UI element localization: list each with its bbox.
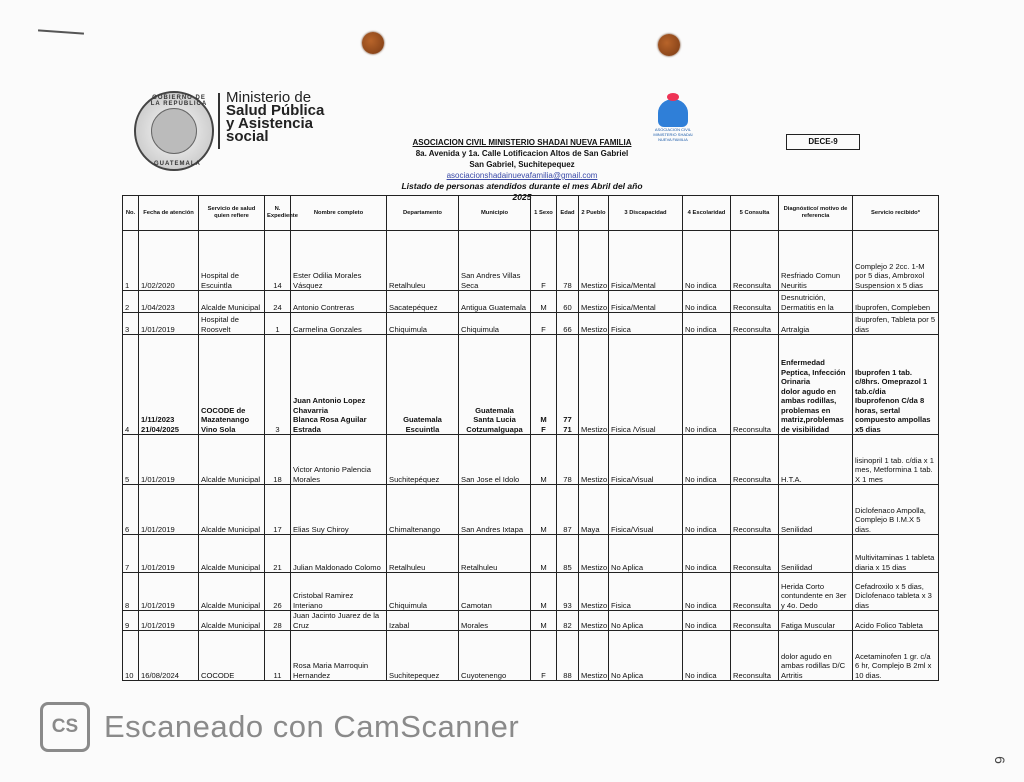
cell-muni: San Jose el Idolo	[459, 435, 531, 485]
cell-no: 8	[123, 573, 139, 611]
col-header: N. Expediente	[265, 196, 291, 231]
col-header: Municipio	[459, 196, 531, 231]
cell-consulta: Reconsulta	[731, 611, 779, 631]
cell-nombre: Antonio Contreras	[291, 291, 387, 313]
cell-nombre: Rosa Maria Marroquin Hernandez	[291, 631, 387, 681]
cell-nombre: Cristobal Ramirez Interiano	[291, 573, 387, 611]
cell-diag: Artralgia	[779, 313, 853, 335]
cell-esc: No indica	[683, 611, 731, 631]
cell-pueblo: Mestizo	[579, 231, 609, 291]
cell-exp: 11	[265, 631, 291, 681]
col-header: Edad	[557, 196, 579, 231]
cell-consulta: Reconsulta	[731, 435, 779, 485]
cell-edad: 60	[557, 291, 579, 313]
cell-nombre: Ester Odilia Morales Vásquez	[291, 231, 387, 291]
cell-fecha: 1/11/2023 21/04/2025	[139, 335, 199, 435]
cell-exp: 3	[265, 335, 291, 435]
cell-edad: 88	[557, 631, 579, 681]
col-header: Nombre completo	[291, 196, 387, 231]
cell-consulta: Reconsulta	[731, 291, 779, 313]
col-header: 2 Pueblo	[579, 196, 609, 231]
cell-diag: Senilidad	[779, 535, 853, 573]
cell-edad: 78	[557, 231, 579, 291]
cell-fecha: 1/01/2019	[139, 611, 199, 631]
seal-bottom-text: GUATEMALA	[154, 161, 201, 167]
cell-muni: Morales	[459, 611, 531, 631]
list-subtitle: Listado de personas atendidos durante el mes Abril del año 2025	[401, 181, 643, 202]
cell-servicio: Alcalde Municipal	[199, 435, 265, 485]
cell-depto: Chiquimula	[387, 313, 459, 335]
cell-no: 6	[123, 485, 139, 535]
cell-exp: 28	[265, 611, 291, 631]
cell-sexo: M	[531, 611, 557, 631]
cell-servicio: COCODE de Mazatenango Vino Sola	[199, 335, 265, 435]
cell-muni: Guatemala Santa Lucia Cotzumalguapa	[459, 335, 531, 435]
cell-servicio: Hospital de Escuintla	[199, 231, 265, 291]
cell-esc: No indica	[683, 535, 731, 573]
cell-diag: dolor agudo en ambas rodillas D/C Artritis	[779, 631, 853, 681]
camscanner-logo-icon: CS	[40, 702, 90, 752]
cell-recibido: Cefadroxilo x 5 dias, Diclofenaco tableta x 3 dias	[853, 573, 939, 611]
seal-top-text: GOBIERNO DE LA REPÚBLICA	[150, 95, 208, 107]
cell-pueblo: Maya	[579, 485, 609, 535]
cell-fecha: 1/01/2019	[139, 313, 199, 335]
ministry-logo-text: Ministerio de Salud Pública y Asistencia social	[226, 89, 325, 145]
cell-recibido: Complejo 2 2cc. 1-M por 5 dias, Ambroxol Suspension x 5 dias	[853, 231, 939, 291]
cell-servicio: Alcalde Municipal	[199, 291, 265, 313]
col-header: Departamento	[387, 196, 459, 231]
cell-depto: Suchitepequez	[387, 631, 459, 681]
cell-no: 7	[123, 535, 139, 573]
cell-fecha: 1/01/2019	[139, 485, 199, 535]
punch-hole-right	[658, 34, 680, 56]
cell-disc: Fisica	[609, 573, 683, 611]
cell-muni: Chiquimula	[459, 313, 531, 335]
cell-consulta: Reconsulta	[731, 231, 779, 291]
cell-edad: 87	[557, 485, 579, 535]
cell-exp: 17	[265, 485, 291, 535]
cell-sexo: M	[531, 535, 557, 573]
cell-recibido: Acido Folico Tableta	[853, 611, 939, 631]
cell-esc: No indica	[683, 291, 731, 313]
cell-muni: Cuyotenengo	[459, 631, 531, 681]
cell-servicio: Alcalde Municipal	[199, 611, 265, 631]
cell-disc: Fisica/Visual	[609, 485, 683, 535]
cell-depto: Suchitepéquez	[387, 435, 459, 485]
cell-sexo: M	[531, 485, 557, 535]
cell-esc: No indica	[683, 313, 731, 335]
cell-no: 1	[123, 231, 139, 291]
cell-muni: Camotan	[459, 573, 531, 611]
org-city: San Gabriel, Suchitepequez	[469, 160, 575, 169]
table-row	[123, 485, 939, 535]
table-row	[123, 611, 939, 631]
cell-esc: No indica	[683, 435, 731, 485]
cell-esc: No indica	[683, 231, 731, 291]
cell-edad: 66	[557, 313, 579, 335]
cell-edad: 85	[557, 535, 579, 573]
cell-pueblo: Mestizo	[579, 335, 609, 435]
cell-sexo: M	[531, 573, 557, 611]
cell-disc: No Aplica	[609, 631, 683, 681]
cell-pueblo: Mestizo	[579, 435, 609, 485]
table-row	[123, 535, 939, 573]
cell-esc: No indica	[683, 631, 731, 681]
cell-depto: Sacatepéquez	[387, 291, 459, 313]
col-header: 1 Sexo	[531, 196, 557, 231]
cell-nombre: Victor Antonio Palencia Morales	[291, 435, 387, 485]
cell-consulta: Reconsulta	[731, 313, 779, 335]
cell-fecha: 1/04/2023	[139, 291, 199, 313]
cell-pueblo: Mestizo	[579, 611, 609, 631]
cell-no: 3	[123, 313, 139, 335]
cell-esc: No indica	[683, 335, 731, 435]
cell-recibido: Diclofenaco Ampolla, Complejo B I.M.X 5 dias.	[853, 485, 939, 535]
cell-edad: 82	[557, 611, 579, 631]
cell-servicio: COCODE	[199, 631, 265, 681]
cell-no: 4	[123, 335, 139, 435]
camscanner-watermark	[40, 702, 519, 752]
cell-disc: Fisica/Visual	[609, 435, 683, 485]
cell-consulta: Reconsulta	[731, 573, 779, 611]
cell-exp: 18	[265, 435, 291, 485]
cell-nombre: Juan Antonio Lopez Chavarria Blanca Rosa Aguilar Estrada	[291, 335, 387, 435]
col-header: Servicio recibido*	[853, 196, 939, 231]
cell-depto: Retalhuleu	[387, 535, 459, 573]
cell-sexo: M	[531, 435, 557, 485]
organization-info	[392, 137, 652, 203]
org-address: 8a. Avenida y 1a. Calle Lotificacion Altos de San Gabriel	[415, 149, 629, 158]
cell-disc: No Aplica	[609, 611, 683, 631]
col-header: Fecha de atención	[139, 196, 199, 231]
cell-pueblo: Mestizo	[579, 631, 609, 681]
logo-divider	[218, 93, 220, 149]
cell-disc: No Aplica	[609, 535, 683, 573]
cell-muni: Retalhuleu	[459, 535, 531, 573]
cell-esc: No indica	[683, 573, 731, 611]
cell-diag: Fatiga Muscular	[779, 611, 853, 631]
cell-diag: Resfriado Comun Neuritis	[779, 231, 853, 291]
cell-sexo: M F	[531, 335, 557, 435]
cell-nombre: Elias Suy Chiroy	[291, 485, 387, 535]
cell-disc: Fisica/Mental	[609, 291, 683, 313]
cell-diag: Herida Corto contundente en 3er y 4o. Dedo	[779, 573, 853, 611]
cell-edad: 78	[557, 435, 579, 485]
punch-hole-left	[362, 32, 384, 54]
cell-recibido: Multivitaminas 1 tableta diaria x 15 dias	[853, 535, 939, 573]
org-email: asociacionshadainuevafamilia@gmail.com	[446, 171, 598, 180]
pen-mark	[38, 29, 84, 34]
cell-sexo: F	[531, 631, 557, 681]
cell-esc: No indica	[683, 485, 731, 535]
table-header-row	[123, 196, 939, 231]
cell-no: 9	[123, 611, 139, 631]
family-logo-icon	[658, 99, 688, 127]
col-header: Diagnóstico/ motivo de referencia	[779, 196, 853, 231]
cell-recibido: Ibuprofen, Tableta por 5 dias	[853, 313, 939, 335]
cell-servicio: Hospital de Roosvelt	[199, 313, 265, 335]
cell-diag: H.T.A.	[779, 435, 853, 485]
cell-recibido: Ibuprofen, Compleben	[853, 291, 939, 313]
cell-exp: 14	[265, 231, 291, 291]
cell-muni: Antigua Guatemala	[459, 291, 531, 313]
cell-servicio: Alcalde Municipal	[199, 535, 265, 573]
cell-sexo: F	[531, 231, 557, 291]
cell-edad: 93	[557, 573, 579, 611]
cell-pueblo: Mestizo	[579, 291, 609, 313]
org-name: ASOCIACION CIVIL MINISTERIO SHADAI NUEVA FAMILIA	[412, 138, 632, 147]
cell-diag: Desnutrición, Dermatitis en la	[779, 291, 853, 313]
cell-fecha: 1/01/2019	[139, 435, 199, 485]
cell-muni: San Andres Ixtapa	[459, 485, 531, 535]
cell-disc: Fisica /Visual	[609, 335, 683, 435]
table-row	[123, 435, 939, 485]
cell-depto: Chimaltenango	[387, 485, 459, 535]
cell-nombre: Julian Maldonado Colomo	[291, 535, 387, 573]
col-header: No.	[123, 196, 139, 231]
cell-sexo: F	[531, 313, 557, 335]
cell-sexo: M	[531, 291, 557, 313]
cell-depto: Izabal	[387, 611, 459, 631]
cell-no: 2	[123, 291, 139, 313]
cell-pueblo: Mestizo	[579, 573, 609, 611]
table-row	[123, 335, 939, 435]
shadai-logo: ASOCIACION CIVIL MINISTERIO SHADAI NUEVA FAMILIA	[648, 99, 698, 145]
cell-depto: Chiquimula	[387, 573, 459, 611]
cell-recibido: lisinopril 1 tab. c/dia x 1 mes, Metformina 1 tab. X 1 mes	[853, 435, 939, 485]
document-code: DECE-9	[786, 134, 860, 150]
cell-nombre: Carmelina Gonzales	[291, 313, 387, 335]
government-seal-icon	[134, 91, 214, 171]
table-row	[123, 313, 939, 335]
cell-fecha: 1/01/2019	[139, 535, 199, 573]
col-header: Servicio de salud quien refiere	[199, 196, 265, 231]
cell-fecha: 1/01/2019	[139, 573, 199, 611]
cell-recibido: Ibuprofen 1 tab. c/8hrs. Omeprazol 1 tab.c/dia Ibuprofenon C/da 8 horas, sertal compuesto ampollas x5 dias	[853, 335, 939, 435]
cell-muni: San Andres Villas Seca	[459, 231, 531, 291]
cell-consulta: Reconsulta	[731, 535, 779, 573]
cell-servicio: Alcalde Municipal	[199, 573, 265, 611]
cell-consulta: Reconsulta	[731, 335, 779, 435]
cell-fecha: 1/02/2020	[139, 231, 199, 291]
table-row	[123, 631, 939, 681]
document-header	[130, 85, 940, 202]
cell-consulta: Reconsulta	[731, 485, 779, 535]
table-row	[123, 291, 939, 313]
cell-disc: Fisica	[609, 313, 683, 335]
cell-exp: 24	[265, 291, 291, 313]
cell-diag: Enfermedad Peptica, Infección Orinaria dolor agudo en ambas rodillas, problemas en matriz,problemas de visibilidad	[779, 335, 853, 435]
cell-diag: Senilidad	[779, 485, 853, 535]
cell-pueblo: Mestizo	[579, 535, 609, 573]
cell-depto: Guatemala Escuintla	[387, 335, 459, 435]
cell-pueblo: Mestizo	[579, 313, 609, 335]
patients-table	[122, 195, 939, 681]
cell-exp: 21	[265, 535, 291, 573]
col-header: 3 Discapacidad	[609, 196, 683, 231]
page-number: 6	[991, 756, 1008, 764]
cell-edad: 77 71	[557, 335, 579, 435]
cell-nombre: Juan Jacinto Juarez de la Cruz	[291, 611, 387, 631]
cell-servicio: Alcalde Municipal	[199, 485, 265, 535]
col-header: 4 Escolaridad	[683, 196, 731, 231]
cell-disc: Fisica/Mental	[609, 231, 683, 291]
cell-fecha: 16/08/2024	[139, 631, 199, 681]
cell-no: 10	[123, 631, 139, 681]
cell-consulta: Reconsulta	[731, 631, 779, 681]
cell-depto: Retalhuleu	[387, 231, 459, 291]
cell-exp: 1	[265, 313, 291, 335]
table-row	[123, 231, 939, 291]
table-row	[123, 573, 939, 611]
watermark-text: Escaneado con CamScanner	[104, 709, 520, 744]
cell-exp: 26	[265, 573, 291, 611]
cell-recibido: Acetaminofen 1 gr. c/a 6 hr, Complejo B 2ml x 10 dias.	[853, 631, 939, 681]
cell-no: 5	[123, 435, 139, 485]
col-header: 5 Consulta	[731, 196, 779, 231]
